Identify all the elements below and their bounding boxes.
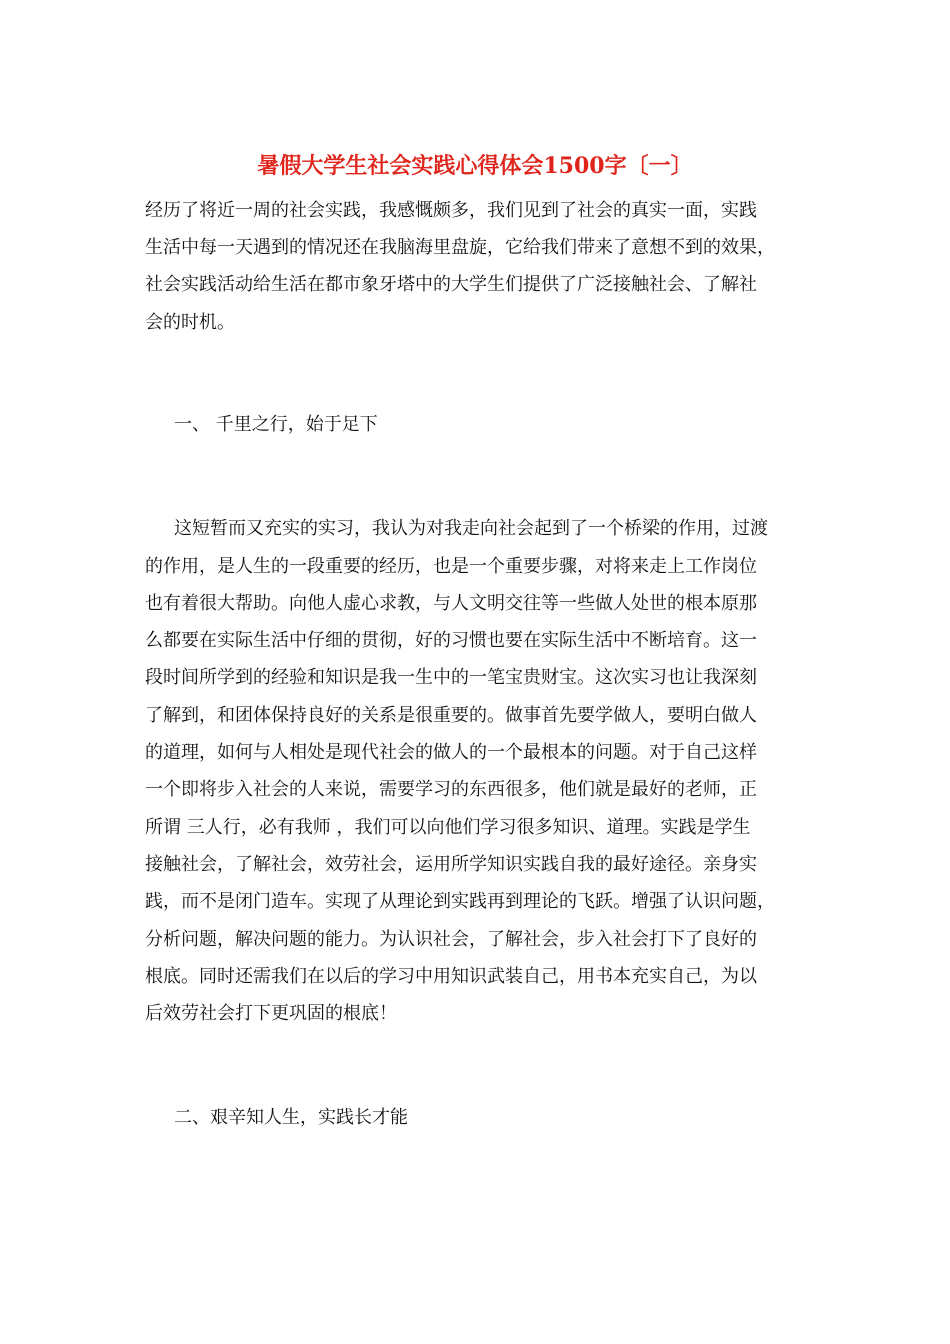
section1-line-5: 段时间所学到的经验和知识是我一生中的一笔宝贵财宝。这次实习也让我深刻 — [145, 667, 757, 688]
section1-line-7: 的道理，如何与人相处是现代社会的做人的一个最根本的问题。对于自己这样 — [145, 742, 757, 763]
section1-line-9: 所谓 三人行，必有我师 ，我们可以向他们学习很多知识、道理。实践是学生 — [145, 817, 751, 838]
section1-line-12: 分析问题，解决问题的能力。为认识社会，了解社会，步入社会打下了良好的 — [145, 929, 757, 950]
section1-line-13: 根底。同时还需我们在以后的学习中用知识武装自己，用书本充实自己，为以 — [145, 966, 757, 987]
section1-line-2: 的作用，是人生的一段重要的经历，也是一个重要步骤，对将来走上工作岗位 — [145, 556, 757, 577]
intro-line-1: 经历了将近一周的社会实践，我感慨颇多，我们见到了社会的真实一面，实践 — [145, 200, 757, 221]
section1-line-3: 也有着很大帮助。向他人虚心求教，与人文明交往等一些做人处世的根本原那 — [145, 593, 757, 614]
section1-line-4: 么都要在实际生活中仔细的贯彻，好的习惯也要在实际生活中不断培育。这一 — [145, 630, 757, 651]
section1-line-8: 一个即将步入社会的人来说，需要学习的东西很多，他们就是最好的老师，正 — [145, 779, 757, 800]
section1-line-11: 践，而不是闭门造车。实现了从理论到实践再到理论的飞跃。增强了认识问题， — [145, 891, 775, 912]
section2-heading: 二、艰辛知人生，实践长才能 — [174, 1107, 408, 1128]
intro-line-3: 社会实践活动给生活在都市象牙塔中的大学生们提供了广泛接触社会、了解社 — [145, 274, 757, 295]
intro-line-2: 生活中每一天遇到的情况还在我脑海里盘旋，它给我们带来了意想不到的效果， — [145, 237, 775, 258]
section1-heading: 一、 千里之行，始于足下 — [174, 414, 378, 435]
section1-line-14: 后效劳社会打下更巩固的根底！ — [145, 1003, 397, 1024]
intro-line-4: 会的时机。 — [145, 312, 235, 333]
document-title: 暑假大学生社会实践心得体会1500字〔一〕 — [257, 153, 693, 179]
section1-line-10: 接触社会，了解社会，效劳社会，运用所学知识实践自我的最好途径。亲身实 — [145, 854, 757, 875]
section1-line-1: 这短暂而又充实的实习，我认为对我走向社会起到了一个桥梁的作用，过渡 — [174, 518, 768, 539]
section1-line-6: 了解到，和团体保持良好的关系是很重要的。做事首先要学做人，要明白做人 — [145, 705, 757, 726]
